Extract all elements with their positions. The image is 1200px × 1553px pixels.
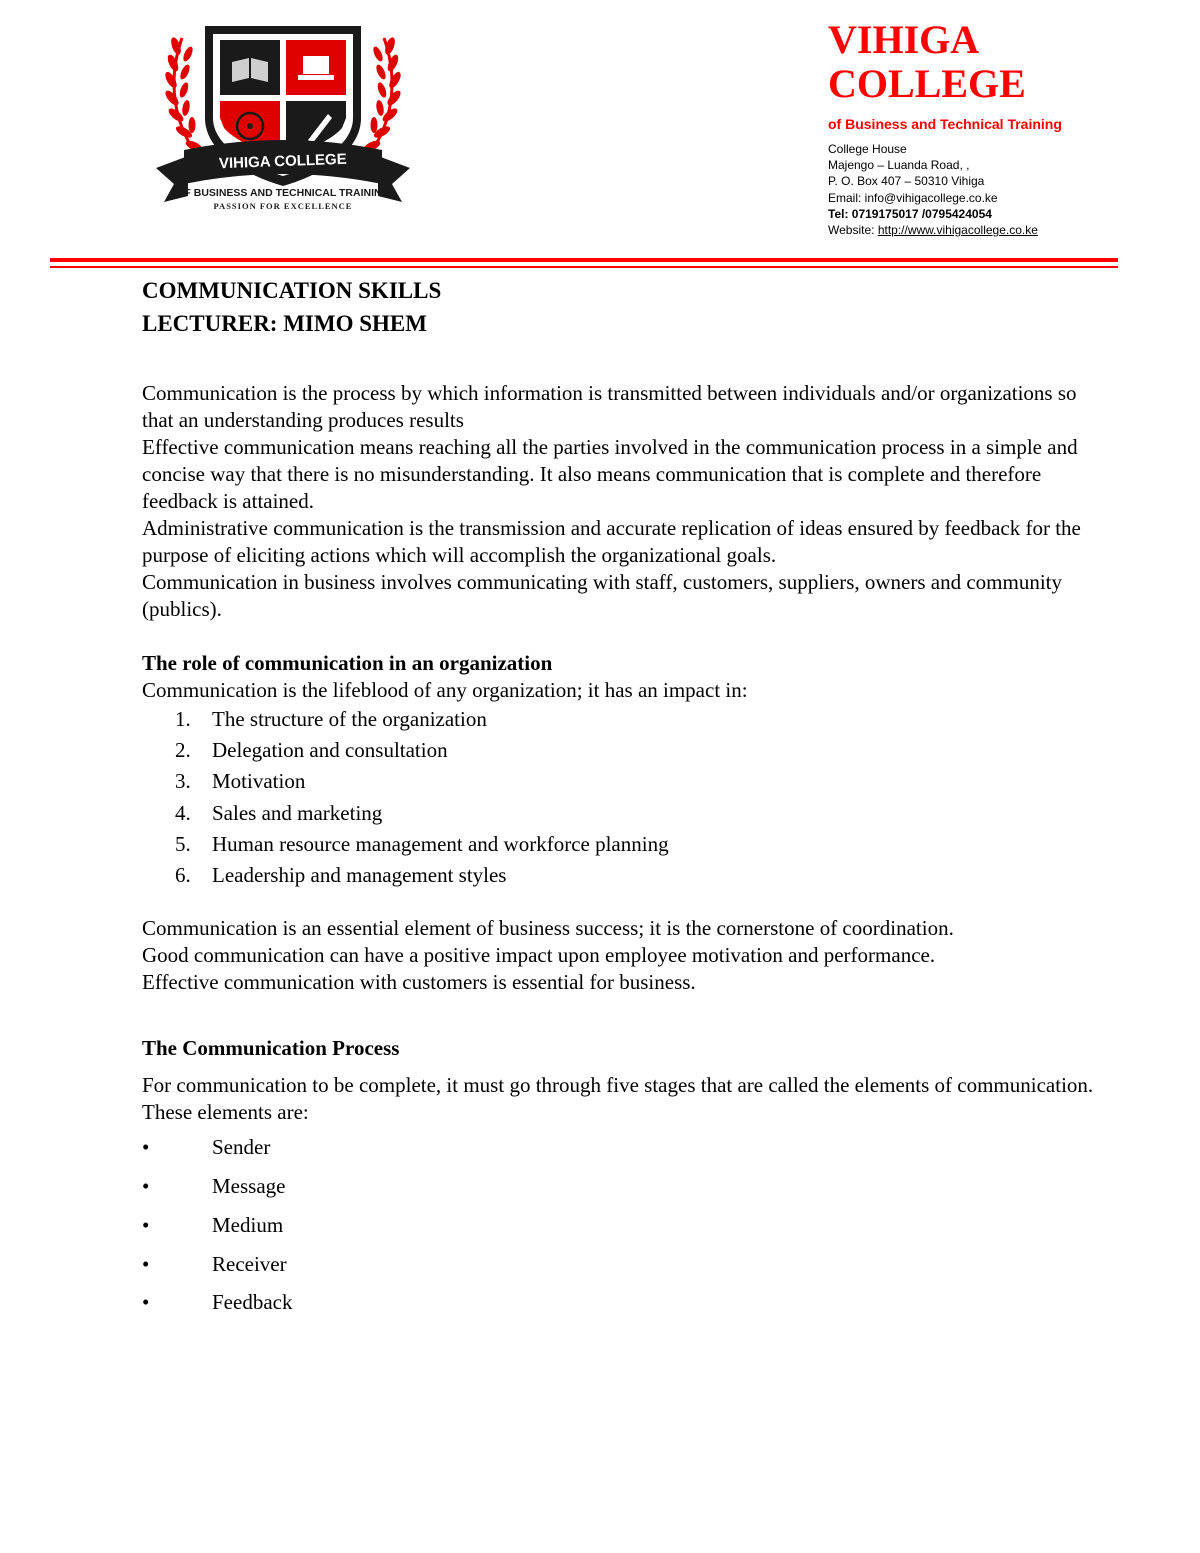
bullet-icon: • bbox=[142, 1174, 150, 1199]
college-name bbox=[828, 18, 1026, 106]
summary-paragraph: Good communication can have a positive impact upon employee motivation and performance. bbox=[142, 943, 936, 968]
header-divider-thin bbox=[50, 266, 1118, 268]
college-logo bbox=[148, 18, 418, 218]
role-list-item bbox=[142, 766, 1102, 797]
svg-text:PASSION FOR EXCELLENCE: PASSION FOR EXCELLENCE bbox=[213, 201, 353, 211]
element-list-item bbox=[142, 1167, 1102, 1206]
element-text: Receiver bbox=[212, 1251, 287, 1276]
summary-paragraph: Communication is an essential element of business success; it is the cornerstone of coordination. bbox=[142, 916, 954, 941]
website-label: Website: bbox=[828, 223, 878, 238]
list-number: 4. bbox=[175, 800, 191, 825]
website-link[interactable]: http://www.vihigacollege.co.ke bbox=[877, 223, 1038, 238]
list-number: 2. bbox=[175, 738, 191, 763]
svg-text:OF BUSINESS AND TECHNICAL TRAI: OF BUSINESS AND TECHNICAL TRAINING bbox=[176, 187, 390, 199]
list-item-text: Motivation bbox=[212, 769, 306, 794]
header-divider-thick bbox=[50, 258, 1118, 262]
website-line bbox=[828, 222, 1038, 238]
bullet-icon: • bbox=[142, 1212, 150, 1237]
role-list bbox=[142, 704, 1102, 891]
intro-paragraph: Effective communication means reaching all the parties involved in the communication process in a simple and concise way that there is no misunderstanding. It also means communication that is complete and therefore feedback is attained. bbox=[142, 435, 1078, 513]
list-item-text: Leadership and management styles bbox=[212, 863, 507, 888]
role-list-item bbox=[142, 735, 1102, 766]
role-list-item bbox=[142, 829, 1102, 860]
address-line-1: College House bbox=[828, 142, 907, 156]
role-list-item bbox=[142, 704, 1102, 735]
role-list-item bbox=[142, 798, 1102, 829]
list-item-text: Sales and marketing bbox=[212, 800, 383, 825]
element-list-item bbox=[142, 1283, 1102, 1322]
college-subtitle: of Business and Technical Training bbox=[828, 116, 1062, 132]
element-text: Feedback bbox=[212, 1290, 293, 1315]
element-text: Message bbox=[212, 1174, 286, 1199]
address-line-2: Majengo – Luanda Road, , bbox=[828, 158, 970, 173]
college-name-line2: COLLEGE bbox=[828, 61, 1026, 106]
bullet-icon: • bbox=[142, 1135, 150, 1160]
intro-section bbox=[142, 380, 1102, 623]
list-item-text: The structure of the organization bbox=[212, 707, 487, 731]
document-title: COMMUNICATION SKILLS bbox=[142, 278, 442, 303]
element-text: Medium bbox=[212, 1212, 284, 1237]
bullet-icon: • bbox=[142, 1290, 150, 1315]
intro-paragraph: Administrative communication is the transmission and accurate replication of ideas ensured by feedback for the purpose of eliciting actions which will accomplish the organizational goals. bbox=[142, 516, 1081, 567]
process-heading: The Communication Process bbox=[142, 1036, 400, 1061]
list-item-text: Delegation and consultation bbox=[212, 738, 448, 763]
elements-list bbox=[142, 1128, 1102, 1322]
lecturer-line: LECTURER: MIMO SHEM bbox=[142, 311, 427, 336]
role-intro: Communication is the lifeblood of any organization; it has an impact in: bbox=[142, 678, 748, 702]
svg-text:VIHIGA COLLEGE: VIHIGA COLLEGE bbox=[218, 150, 347, 173]
summary-paragraph: Effective communication with customers is essential for business. bbox=[142, 970, 696, 995]
college-name-line1: VIHIGA bbox=[828, 17, 980, 62]
role-list-item bbox=[142, 860, 1102, 891]
address-line-3: P. O. Box 407 – 50310 Vihiga bbox=[828, 174, 985, 189]
element-list-item bbox=[142, 1206, 1102, 1245]
element-list-item bbox=[142, 1128, 1102, 1167]
element-text: Sender bbox=[212, 1135, 271, 1160]
tel-line: Tel: 0719175017 /0795424054 bbox=[828, 206, 992, 221]
list-number: 5. bbox=[175, 831, 191, 856]
bullet-icon: • bbox=[142, 1251, 150, 1276]
list-item-text: Human resource management and workforce planning bbox=[212, 831, 669, 856]
email-line: Email: info@vihigacollege.co.ke bbox=[828, 190, 998, 205]
intro-paragraph: Communication in business involves communicating with staff, customers, suppliers, owners and community (publics). bbox=[142, 570, 1063, 621]
address-block bbox=[828, 141, 1038, 238]
element-list-item bbox=[142, 1245, 1102, 1284]
list-number: 3. bbox=[175, 769, 191, 794]
list-number: 1. bbox=[175, 707, 191, 731]
role-heading: The role of communication in an organization bbox=[142, 651, 553, 675]
intro-paragraph: Communication is the process by which information is transmitted between individuals and/or organizations so that an understanding produces results bbox=[142, 381, 1077, 432]
process-intro: For communication to be complete, it must go through five stages that are called the elements of communication. These elements are: bbox=[142, 1073, 1094, 1125]
list-number: 6. bbox=[175, 863, 191, 888]
summary-section bbox=[142, 915, 1102, 996]
document-body bbox=[142, 274, 1102, 1322]
